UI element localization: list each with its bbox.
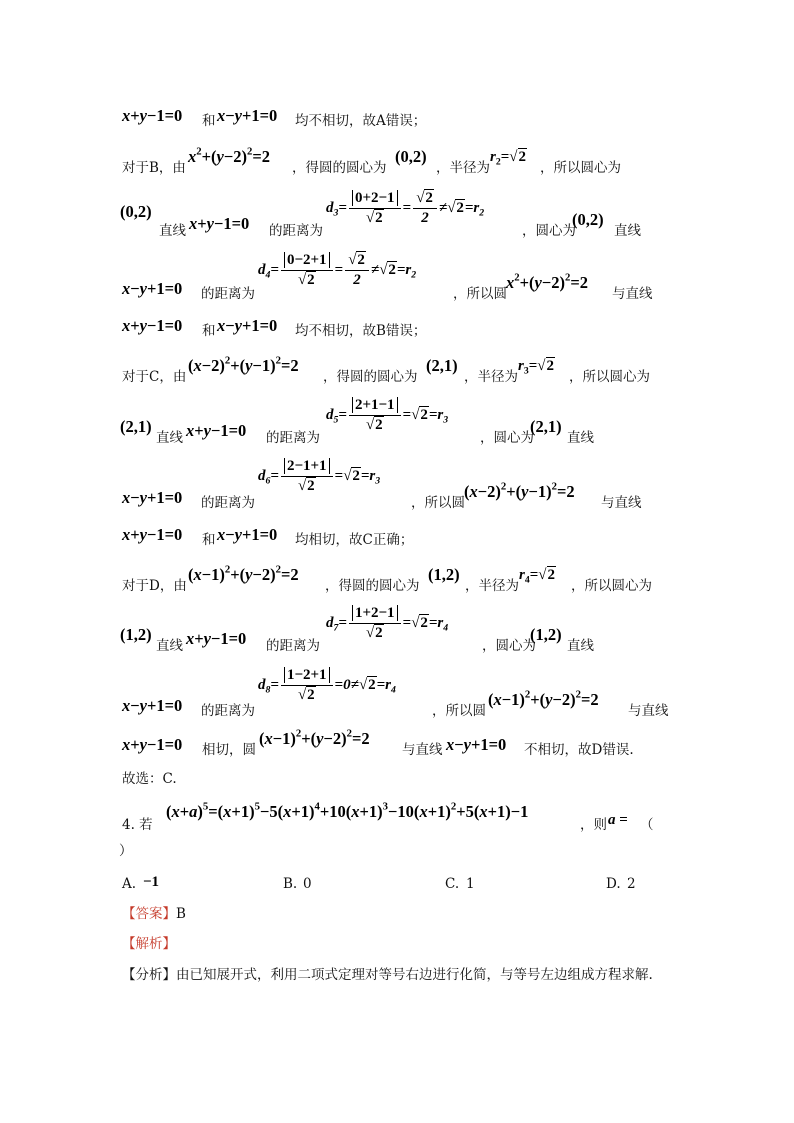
text: 直线 [567,430,594,446]
text: 与直线 [612,286,653,302]
text: 不相切，故D错误. [524,742,634,758]
q4-var: a = [608,812,628,828]
eq-line-2: x−y+1=0 [217,316,278,335]
circle-eq-b-2: $x^2+(y-2)^2=2$ [506,271,589,292]
text: 与直线 [628,703,669,719]
center-c-3: (2,1) [530,417,562,436]
distance-d6: $d_6=$ $\frac{2-1+1}{√2}$ $=√2=r_3$ [258,458,381,494]
text: ，则 [580,817,607,833]
text: ，半径为 [464,369,518,385]
option-d-label: D. [606,876,621,892]
eq-line-2: x−y+1=0 [122,279,183,298]
eq-line-1: x+y−1=0 [186,421,247,440]
center-d-2: (1,2) [120,625,152,644]
distance-d8: $d_8=$ $\frac{1-2+1}{√2}$ $=0\ne√2=r_4$ [258,667,396,703]
text: ，所以圆 [411,495,465,511]
fenxi-tag: 【分析】 [122,967,176,983]
text: 均不相切，故A错误； [295,113,427,129]
center-b-3: (0,2) [572,210,604,229]
text: 相切，圆 [202,742,256,758]
text: 直线 [567,638,594,654]
text: 的距离为 [269,223,323,239]
text: 对于B，由 [122,160,186,176]
eq-line-1: x+y−1=0 [122,525,183,544]
radius-d: $r_4=√2$ [519,567,555,586]
text: 直线 [159,223,186,239]
text: 对于D，由 [122,578,187,594]
text: ，圆心为 [482,638,536,654]
text: 与直线 [601,495,642,511]
text: 和 [202,323,216,339]
paren-open: （ [640,817,654,833]
center-c: (2,1) [426,356,458,375]
option-d-value: 2 [627,876,636,892]
circle-eq-b: $x^2+(y-2)^2=2$ [188,145,271,166]
text: 和 [202,113,216,129]
circle-eq-c-2: $(x-2)^2+(y-1)^2=2$ [464,480,575,501]
text: 的距离为 [266,638,320,654]
text: ，半径为 [465,578,519,594]
center-c-2: (2,1) [120,417,152,436]
eq-line-1: x+y−1=0 [122,316,183,335]
question-number: 4. 若 [122,817,153,833]
text: ，所以圆心为 [571,578,652,594]
radius-b: $r_2=√2$ [490,149,526,168]
answer-value: B [176,906,186,922]
text: 的距离为 [201,703,255,719]
center-b-2: (0,2) [120,202,152,221]
option-b-value: 0 [303,876,312,892]
choose-line: 故选：C. [122,771,177,787]
text: ，得圆的圆心为 [325,578,420,594]
eq-line-2: x−y+1=0 [446,735,507,754]
text: 对于C，由 [122,369,187,385]
text: ，圆心为 [480,430,534,446]
q4-equation: $(x+a)^5=(x+1)^5-5(x+1)^4+10(x+1)^3-10(x+1)^2+5(x+1)-1$ [166,800,529,821]
text: 和 [202,532,216,548]
text: 均相切，故C正确； [295,532,414,548]
circle-eq-d: $(x-1)^2+(y-2)^2=2$ [188,563,299,584]
eq-line-1: x+y−1=0 [122,735,183,754]
text: ，所以圆心为 [540,160,621,176]
circle-eq-d-2: $(x-1)^2+(y-2)^2=2$ [488,688,599,709]
distance-d5: $d_5=$ $\frac{2+1-1}{√2}$ $=√2=r_3$ [326,397,449,433]
text: ，所以圆 [453,286,507,302]
text: ，半径为 [436,160,490,176]
distance-d4: $d_4=$ $\frac{0-2+1}{√2}$ = $\frac{√2}{2}$ $\ne√2=r_2$ [258,252,417,288]
option-a-label: A. [122,876,137,892]
text: 的距离为 [266,430,320,446]
text: ，所以圆 [432,703,486,719]
distance-d7: $d_7=$ $\frac{1+2-1}{√2}$ $=√2=r_4$ [326,605,449,641]
circle-eq-c: $(x-2)^2+(y-1)^2=2$ [188,354,299,375]
eq-line-2: x−y+1=0 [122,488,183,507]
eq-line-2: x−y+1=0 [217,525,278,544]
fenxi-text: 由已知展开式，利用二项式定理对等号右边进行化简，与等号左边组成方程求解. [176,967,653,983]
center-d: (1,2) [428,565,460,584]
text: ，圆心为 [522,223,576,239]
text: 直线 [156,430,183,446]
eq-line-2: x−y+1=0 [217,106,278,125]
eq-line-1: x+y−1=0 [189,214,250,233]
option-c-label: C. [445,876,460,892]
text: 与直线 [402,742,443,758]
answer-tag: 【答案】 [122,906,176,922]
answer-line [122,906,186,922]
circle-eq-d-3: $(x-1)^2+(y-2)^2=2$ [259,727,370,748]
option-c-value: 1 [466,876,475,892]
text: ，得圆的圆心为 [292,160,387,176]
option-a-value: −1 [143,874,160,890]
analysis-tag: 【解析】 [122,936,176,952]
fenxi-line [122,967,653,983]
paren-close: ） [119,843,133,859]
radius-c: $r_3=√2$ [518,358,554,377]
option-b-label: B. [283,876,298,892]
text: 的距离为 [201,495,255,511]
center-b: (0,2) [395,147,427,166]
text: ，所以圆心为 [569,369,650,385]
eq-line-1: x+y−1=0 [122,106,183,125]
distance-d3: $d_3=$ $\frac{0+2-1}{√2}$ = $\frac{√2}{2}$ $\ne√2=r_2$ [326,190,485,226]
text: 的距离为 [201,286,255,302]
eq-line-2: x−y+1=0 [122,696,183,715]
text: 均不相切，故B错误； [295,323,427,339]
center-d-3: (1,2) [530,625,562,644]
text: 直线 [614,223,641,239]
eq-line-1: x+y−1=0 [186,629,247,648]
text: ，得圆的圆心为 [323,369,418,385]
analysis-line [122,936,176,952]
text: 直线 [156,638,183,654]
